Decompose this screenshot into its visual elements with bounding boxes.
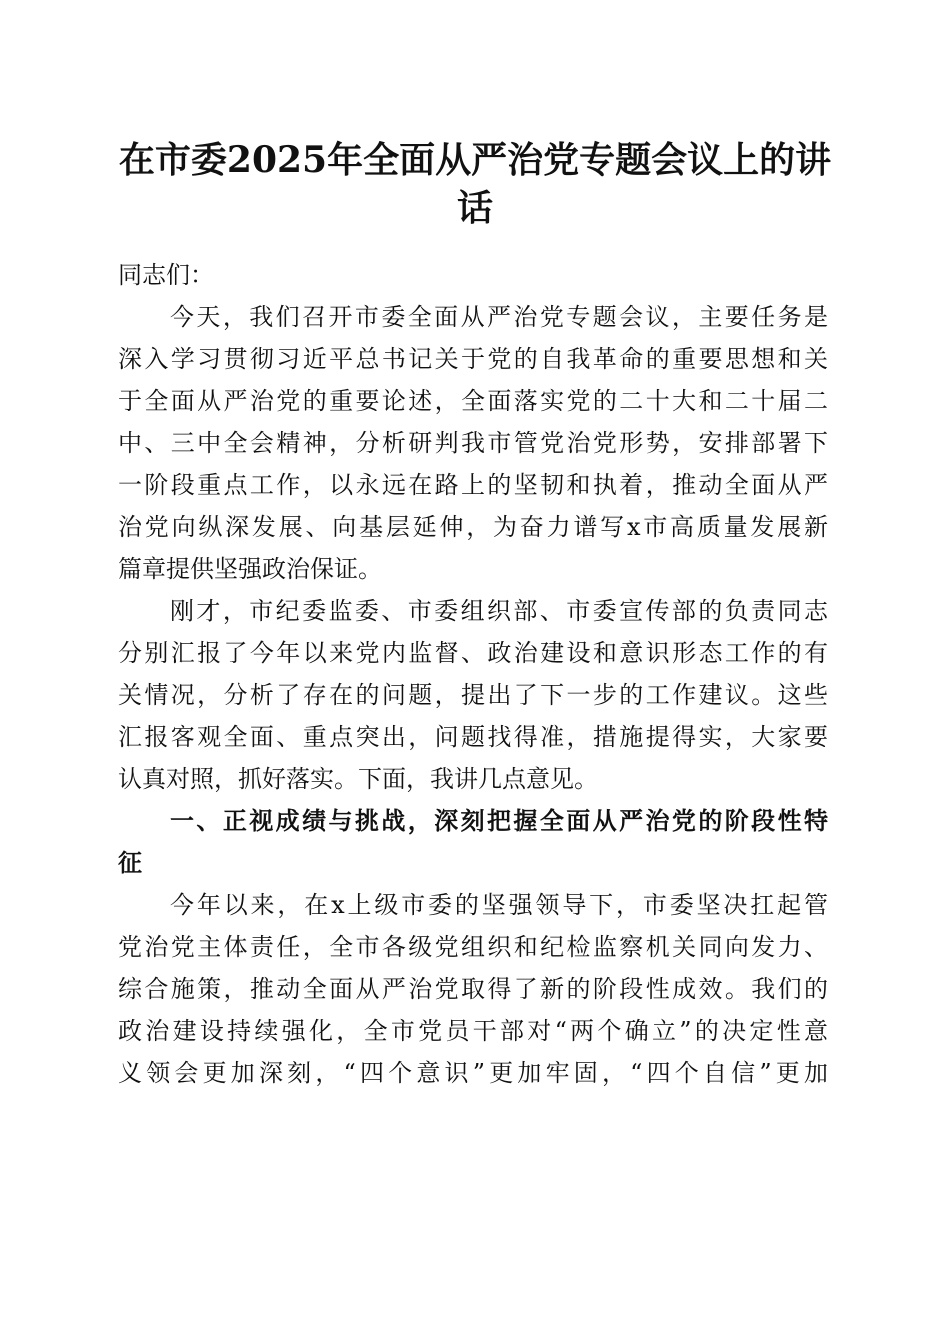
paragraph-line: 政治建设持续强化，全市党员干部对“两个确立”的决定性意 xyxy=(118,1017,828,1045)
paragraph-line: 一阶段重点工作，以永远在路上的坚韧和执着，推动全面从严 xyxy=(118,471,828,499)
paragraph-line: 综合施策，推动全面从严治党取得了新的阶段性成效。我们的 xyxy=(118,975,828,1003)
paragraph-line: 今年以来，在x上级市委的坚强领导下，市委坚决扛起管 xyxy=(170,891,828,919)
section-heading-1 xyxy=(118,800,828,884)
paragraph-line: 中、三中全会精神，分析研判我市管党治党形势，安排部署下 xyxy=(118,429,828,457)
paragraph-line: 于全面从严治党的重要论述，全面落实党的二十大和二十届二 xyxy=(118,387,828,415)
paragraph-line: 义领会更加深刻，“四个意识”更加牢固，“四个自信”更加 xyxy=(118,1059,828,1087)
section-heading-line: 一、正视成绩与挑战，深刻把握全面从严治党的阶段性特 xyxy=(170,807,828,835)
paragraph-1 xyxy=(118,296,828,590)
section-heading-line: 征 xyxy=(118,849,142,877)
paragraph-line: 深入学习贯彻习近平总书记关于党的自我革命的重要思想和关 xyxy=(118,345,828,373)
paragraph-line: 今天，我们召开市委全面从严治党专题会议，主要任务是 xyxy=(170,303,828,331)
paragraph-2 xyxy=(118,590,828,800)
paragraph-line: 汇报客观全面、重点突出，问题找得准，措施提得实，大家要 xyxy=(118,723,828,751)
paragraph-line: 关情况，分析了存在的问题，提出了下一步的工作建议。这些 xyxy=(118,681,828,709)
document-body xyxy=(118,254,828,1094)
paragraph-line: 分别汇报了今年以来党内监督、政治建设和意识形态工作的有 xyxy=(118,639,828,667)
paragraph-3 xyxy=(118,884,828,1094)
paragraph-line: 篇章提供坚强政治保证。 xyxy=(118,555,382,583)
paragraph-line: 治党向纵深发展、向基层延伸，为奋力谱写x市高质量发展新 xyxy=(118,513,828,541)
paragraph-line: 党治党主体责任，全市各级党组织和纪检监察机关同向发力、 xyxy=(118,933,828,961)
salutation: 同志们： xyxy=(118,261,214,289)
paragraph-line: 认真对照，抓好落实。下面，我讲几点意见。 xyxy=(118,765,598,793)
title-line-1: 在市委2025年全面从严治党专题会议上的讲 xyxy=(118,139,832,181)
title-line-2: 话 xyxy=(456,187,493,229)
document-title xyxy=(118,136,832,232)
paragraph-line: 刚才，市纪委监委、市委组织部、市委宣传部的负责同志 xyxy=(170,597,828,625)
